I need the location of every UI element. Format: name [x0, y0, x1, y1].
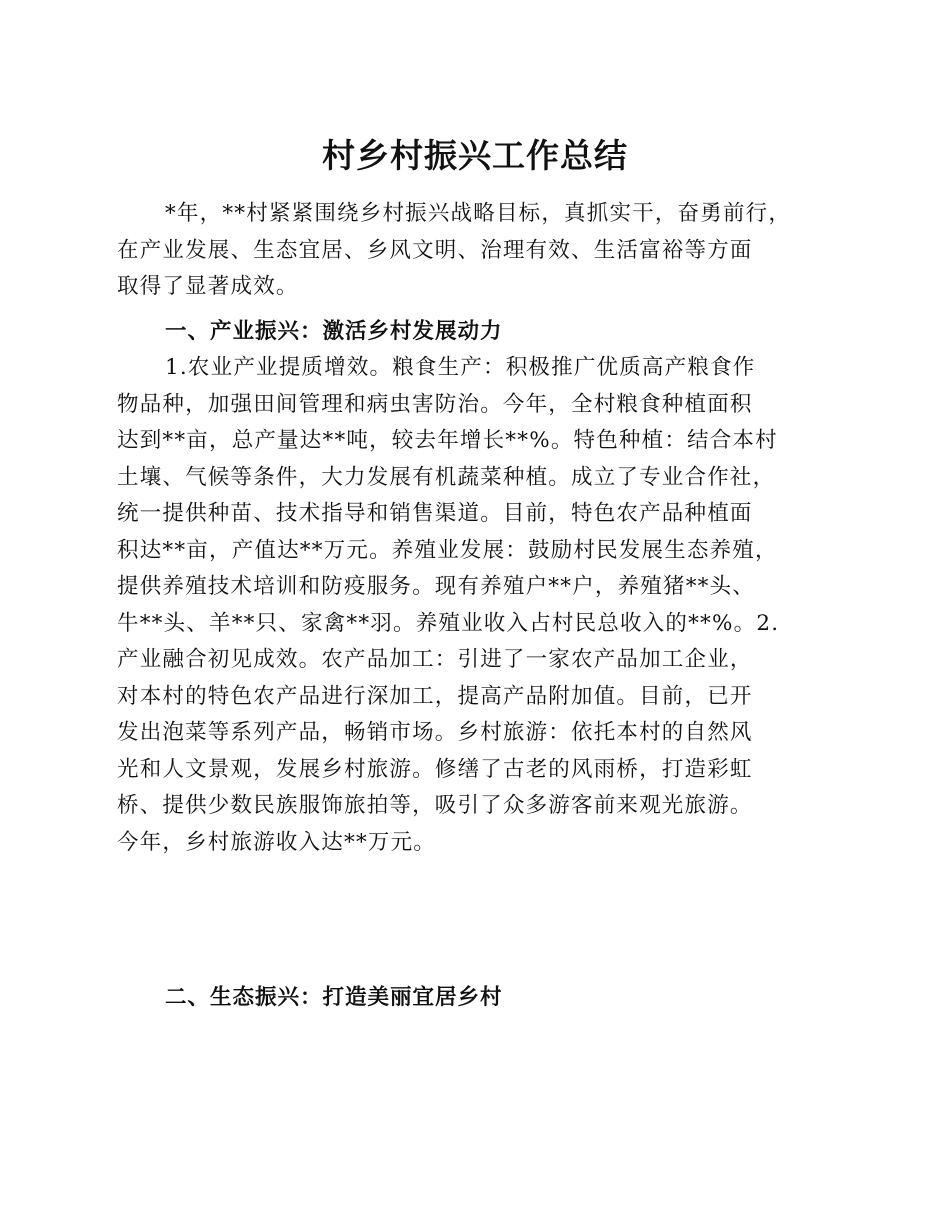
section-1-line: 统一提供种苗、技术指导和销售渠道。目前，特色农产品种植面 [117, 501, 753, 526]
section-1-line: 物品种，加强田间管理和病虫害防治。今年，全村粮食种植面积 [117, 391, 753, 417]
section-1-line: 积达**亩，产值达**万元。养殖业发展：鼓励村民发展生态养殖， [117, 537, 778, 563]
section-1-line: 1.农业产业提质增效。粮食生产：积极推广优质高产粮食作 [165, 355, 756, 380]
section-1-line: 土壤、气候等条件，大力发展有机蔬菜种植。成立了专业合作社， [117, 464, 776, 490]
section-1-heading: 一、产业振兴：激活乡村发展动力 [165, 318, 503, 344]
intro-line: *年，**村紧紧围绕乡村振兴战略目标，真抓实干，奋勇前行， [165, 201, 792, 226]
section-1-line: 桥、提供少数民族服饰旅拍等，吸引了众多游客前来观光旅游。 [117, 793, 753, 818]
document-title: 村乡村振兴工作总结 [322, 136, 628, 175]
section-1-line: 牛**头、羊**只、家禽**羽。养殖业收入占村民总收入的**%。2. [117, 610, 780, 636]
intro-line: 在产业发展、生态宜居、乡风文明、治理有效、生活富裕等方面 [117, 237, 753, 263]
document-body [117, 196, 842, 861]
intro-line: 取得了显著成效。 [117, 274, 299, 299]
section-1-line: 发出泡菜等系列产品，畅销市场。乡村旅游：依托本村的自然风 [117, 720, 753, 745]
section-2-heading: 二、生态振兴：打造美丽宜居乡村 [165, 985, 503, 1010]
section-1-line: 今年，乡村旅游收入达**万元。 [117, 829, 437, 855]
section-1-line: 对本村的特色农产品进行深加工，提高产品附加值。目前，已开 [117, 683, 753, 709]
section-1-line: 提供养殖技术培训和防疫服务。现有养殖户**户，养殖猪**头、 [117, 574, 756, 599]
section-1-line: 产业融合初见成效。农产品加工：引进了一家农产品加工企业， [117, 647, 753, 672]
section-1-line: 光和人文景观，发展乡村旅游。修缮了古老的风雨桥，打造彩虹 [117, 756, 753, 782]
section-1-line: 达到**亩，总产量达**吨，较去年增长**%。特色种植：结合本村 [117, 428, 778, 453]
